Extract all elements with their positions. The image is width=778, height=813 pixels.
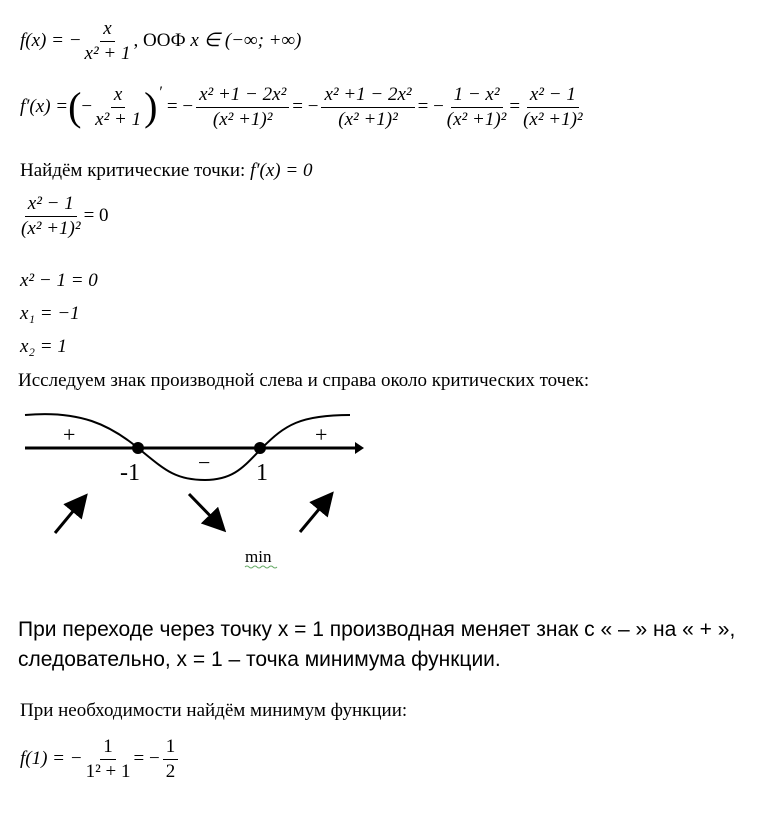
axis-arrow-icon: [355, 442, 364, 454]
conclusion-line-2: следовательно, x = 1 – точка минимума функции.: [18, 648, 501, 671]
prime: ′: [159, 84, 163, 101]
root-x2: x₂ = 1: [20, 336, 67, 357]
sign-diagram: [0, 400, 400, 580]
function-definition: [20, 18, 301, 65]
numerator: 1: [100, 736, 116, 760]
minus-sign: −: [198, 450, 211, 475]
fraction: [163, 736, 179, 783]
derivative-line: f′(x) = ( − $\frac{x}{\text{x² + 1}}$ ) ′ = − $\frac{\text{x² +1 − 2x²}}{\text{(x² +1)²}}$ = − $\frac{\text{x² +1 − 2x²}}{\text{(x² +1)²}}$ = − $\frac{\text{1 − x²}}{\text{(x² +1)²}}$ = $\frac{\text{x² − 1}}{\text{(x² +1)²}}$: [20, 84, 583, 130]
lhs: f(x) = −: [20, 30, 82, 52]
decreasing-arrow-icon: [189, 494, 222, 528]
plus-sign-left: +: [63, 422, 76, 447]
right-paren: ): [144, 84, 158, 130]
increasing-arrow-icon: [55, 498, 84, 533]
numerator: x² +1 − 2x²: [196, 84, 289, 108]
denominator: (x² +1)²: [338, 108, 398, 130]
fraction: [196, 84, 289, 131]
fraction: [85, 18, 131, 65]
critical-heading: [20, 160, 312, 182]
equation-fraction-zero: [18, 193, 109, 240]
conclusion-line-1: При переходе через точку x = 1 производная меняет знак с « – » на « + »,: [18, 618, 736, 641]
heading-text: Найдём критические точки:: [20, 160, 246, 181]
denominator: 2: [165, 760, 176, 782]
domain: x ∈ (−∞; +∞): [190, 30, 302, 52]
denominator: x² + 1: [95, 108, 142, 130]
investigate-heading: Исследуем знак производной слева и справа около критических точек:: [18, 370, 590, 391]
critical-point-1: [254, 442, 266, 454]
denominator: (x² +1)²: [212, 108, 273, 130]
spellcheck-underline: [245, 566, 277, 568]
equation-x-squared: x² − 1 = 0: [20, 270, 98, 291]
denominator: x² + 1: [84, 42, 131, 64]
label-1: 1: [256, 460, 268, 486]
find-minimum-heading: При необходимости найдём минимум функции:: [20, 700, 408, 721]
equals: = −: [133, 748, 160, 770]
derivative-lhs: f′(x) =: [20, 96, 69, 118]
numerator: 1: [163, 736, 179, 760]
numerator: x² +1 − 2x²: [321, 84, 414, 108]
numerator: x² − 1: [25, 193, 77, 217]
numerator: 1 − x²: [451, 84, 503, 108]
fraction: [95, 84, 141, 131]
increasing-arrow-icon: [300, 496, 330, 532]
root-x1: x₁ = −1: [20, 303, 80, 324]
min-label: min: [245, 547, 272, 566]
numerator: x: [100, 18, 114, 42]
numerator: x² − 1: [527, 84, 579, 108]
plus-sign-right: +: [315, 422, 328, 447]
minimum-value-equation: [20, 736, 181, 783]
fraction: [523, 84, 583, 131]
fraction: [321, 84, 414, 131]
critical-equation: f′(x) = 0: [250, 160, 313, 181]
denominator: (x² +1)²: [523, 108, 583, 130]
label-neg1: -1: [120, 460, 140, 486]
critical-point-neg1: [132, 442, 144, 454]
fraction: [447, 84, 507, 131]
left-paren: (: [68, 84, 82, 130]
denominator: 1² + 1: [85, 760, 131, 782]
denominator: (x² +1)²: [446, 108, 507, 130]
numerator: x: [111, 84, 125, 108]
fraction: [21, 193, 81, 240]
rhs: = 0: [83, 205, 109, 227]
lhs: f(1) = −: [20, 748, 83, 770]
domain-label: , ООФ: [133, 30, 186, 52]
denominator: (x² +1)²: [21, 217, 81, 239]
fraction: [86, 736, 131, 783]
